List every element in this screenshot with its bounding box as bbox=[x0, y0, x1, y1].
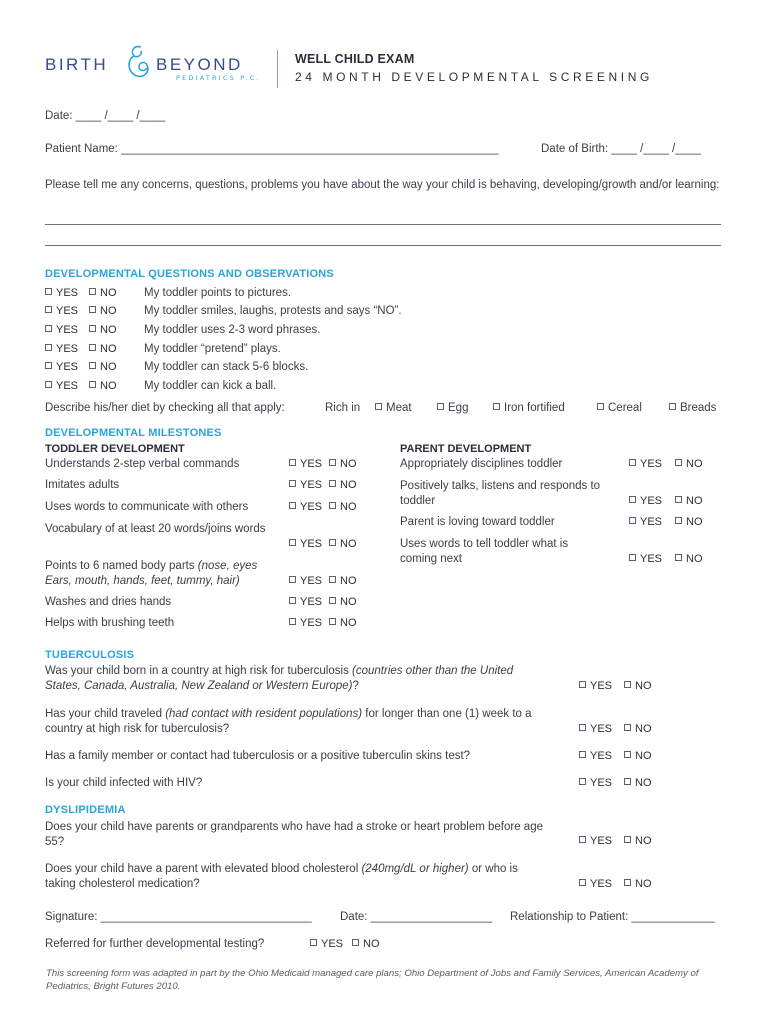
parent-item: Positively talks, listens and responds to toddler bbox=[400, 480, 601, 507]
diet-cereal-checkbox[interactable] bbox=[597, 402, 642, 414]
no-checkbox[interactable] bbox=[329, 538, 357, 550]
toddler-item: Vocabulary of at least 20 words/joins words bbox=[45, 523, 266, 535]
option-label: YES bbox=[640, 516, 663, 528]
option-label: Has your child traveled bbox=[45, 708, 162, 720]
no-checkbox[interactable] bbox=[675, 495, 703, 507]
option-label: NO bbox=[340, 479, 357, 491]
option-label: NO bbox=[635, 835, 652, 847]
option-label: (had contact with resident populations) bbox=[165, 708, 363, 720]
no-checkbox[interactable] bbox=[329, 458, 357, 470]
date-field[interactable]: Date: ____ /____ /____ bbox=[45, 110, 166, 122]
checkbox-square-icon[interactable] bbox=[624, 751, 631, 758]
logo-birth-text: BIRTH bbox=[45, 55, 109, 74]
checkbox-square-icon[interactable] bbox=[579, 836, 586, 843]
checkbox-square-icon[interactable] bbox=[675, 459, 682, 466]
no-checkbox[interactable] bbox=[329, 575, 357, 587]
tb-question-4: Is your child infected with HIV? bbox=[45, 777, 203, 789]
option-label: NO bbox=[686, 458, 703, 470]
no-checkbox[interactable] bbox=[624, 750, 652, 762]
parent-item: Appropriately disciplines toddler bbox=[400, 458, 563, 470]
option-label: Egg bbox=[448, 402, 469, 414]
tuberculosis-heading: TUBERCULOSIS bbox=[45, 649, 135, 661]
option-label: YES bbox=[56, 324, 79, 336]
checkbox-square-icon[interactable] bbox=[45, 288, 52, 295]
option-label: YES bbox=[300, 617, 323, 629]
checkbox-square-icon[interactable] bbox=[597, 403, 604, 410]
yes-checkbox[interactable] bbox=[579, 878, 612, 890]
date-of-birth-field[interactable]: Date of Birth: ____ /____ /____ bbox=[541, 143, 701, 155]
checkbox-square-icon[interactable] bbox=[493, 403, 500, 410]
yes-checkbox[interactable] bbox=[45, 380, 78, 392]
checkbox-square-icon[interactable] bbox=[289, 459, 296, 466]
checkbox-square-icon[interactable] bbox=[629, 554, 636, 561]
option-label: YES bbox=[590, 680, 613, 692]
checkbox-square-icon[interactable] bbox=[329, 539, 336, 546]
option-label: NO bbox=[635, 777, 652, 789]
no-checkbox[interactable] bbox=[675, 516, 703, 528]
option-label: YES bbox=[300, 479, 323, 491]
checkbox-square-icon[interactable] bbox=[45, 344, 52, 351]
checkbox-square-icon[interactable] bbox=[89, 381, 96, 388]
option-label: NO bbox=[100, 305, 117, 317]
option-label: Cereal bbox=[608, 402, 642, 414]
option-label: NO bbox=[635, 723, 652, 735]
checkbox-square-icon[interactable] bbox=[289, 502, 296, 509]
checkbox-square-icon[interactable] bbox=[329, 480, 336, 487]
checkbox-square-icon[interactable] bbox=[329, 459, 336, 466]
checkbox-square-icon[interactable] bbox=[45, 362, 52, 369]
checkbox-square-icon[interactable] bbox=[329, 576, 336, 583]
option-label: YES bbox=[300, 538, 323, 550]
checkbox-square-icon[interactable] bbox=[624, 836, 631, 843]
no-checkbox[interactable] bbox=[89, 361, 117, 373]
checkbox-square-icon[interactable] bbox=[579, 778, 586, 785]
option-label: NO bbox=[340, 575, 357, 587]
checkbox-square-icon[interactable] bbox=[629, 517, 636, 524]
checkbox-square-icon[interactable] bbox=[624, 681, 631, 688]
option-label: NO bbox=[340, 538, 357, 550]
signature-date-field[interactable]: Date: ___________________ bbox=[340, 911, 493, 923]
tb-question-3: Has a family member or contact had tuberculosis or a positive tuberculin skins test? bbox=[45, 750, 471, 762]
checkbox-square-icon[interactable] bbox=[579, 681, 586, 688]
checkbox-square-icon[interactable] bbox=[289, 539, 296, 546]
toddler-item: Imitates adults bbox=[45, 479, 120, 491]
checkbox-square-icon[interactable] bbox=[675, 517, 682, 524]
checkbox-square-icon[interactable] bbox=[624, 724, 631, 731]
option-label: YES bbox=[300, 501, 323, 513]
yes-checkbox[interactable] bbox=[579, 777, 612, 789]
signature-field[interactable]: Signature: _________________________________ bbox=[45, 911, 312, 923]
yes-checkbox[interactable] bbox=[289, 479, 322, 491]
option-label: for longer than one (1) week to a country at high risk for tuberculosis? bbox=[45, 708, 532, 735]
no-checkbox[interactable] bbox=[89, 324, 117, 336]
checkbox-square-icon[interactable] bbox=[329, 502, 336, 509]
checkbox-square-icon[interactable] bbox=[579, 879, 586, 886]
checkbox-square-icon[interactable] bbox=[675, 496, 682, 503]
option-label: YES bbox=[321, 938, 344, 950]
no-checkbox[interactable] bbox=[624, 680, 652, 692]
option-label: NO bbox=[363, 938, 380, 950]
yes-checkbox[interactable] bbox=[629, 516, 662, 528]
checkbox-square-icon[interactable] bbox=[375, 403, 382, 410]
header-divider bbox=[277, 50, 278, 88]
option-label: NO bbox=[686, 516, 703, 528]
diet-meat-checkbox[interactable] bbox=[375, 402, 412, 414]
yes-checkbox[interactable] bbox=[629, 458, 662, 470]
checkbox-square-icon[interactable] bbox=[579, 724, 586, 731]
no-checkbox[interactable] bbox=[675, 458, 703, 470]
option-label: (countries other than the United States, Canada, Australia, New Zealand or Western Europe) bbox=[45, 665, 514, 692]
no-checkbox[interactable] bbox=[89, 343, 117, 355]
relationship-field[interactable]: Relationship to Patient: _____________ bbox=[510, 911, 715, 923]
no-checkbox[interactable] bbox=[675, 553, 703, 565]
option-label: Points to 6 named body parts bbox=[45, 560, 195, 572]
milestones-heading: DEVELOPMENTAL MILESTONES bbox=[45, 427, 222, 439]
checkbox-square-icon[interactable] bbox=[310, 939, 317, 946]
option-label: NO bbox=[100, 380, 117, 392]
toddler-item: Uses words to communicate with others bbox=[45, 501, 249, 513]
option-label: NO bbox=[340, 501, 357, 513]
checkbox-square-icon[interactable] bbox=[669, 403, 676, 410]
patient-name-field[interactable]: Patient Name: ___________________________________________________________ bbox=[45, 143, 499, 155]
yes-checkbox[interactable] bbox=[579, 835, 612, 847]
option-label: ? bbox=[352, 680, 359, 692]
dev-question-text: My toddler “pretend” plays. bbox=[144, 343, 281, 355]
logo-pediatrics-text: PEDIATRICS P.C. bbox=[176, 74, 261, 82]
diet-prompt: Describe his/her diet by checking all that apply: bbox=[45, 402, 285, 414]
diet-iron-fortified-checkbox[interactable] bbox=[493, 402, 565, 414]
concerns-line-2[interactable] bbox=[45, 245, 721, 246]
checkbox-square-icon[interactable] bbox=[329, 597, 336, 604]
parent-item: Uses words to tell toddler what is coming next bbox=[400, 538, 569, 565]
checkbox-square-icon[interactable] bbox=[329, 618, 336, 625]
no-checkbox[interactable] bbox=[89, 380, 117, 392]
parent-development-heading: PARENT DEVELOPMENT bbox=[400, 443, 532, 455]
dyslipidemia-question-2 bbox=[45, 862, 545, 892]
option-label: YES bbox=[590, 777, 613, 789]
dev-question-text: My toddler points to pictures. bbox=[144, 287, 292, 299]
option-label: YES bbox=[56, 380, 79, 392]
yes-checkbox[interactable] bbox=[289, 501, 322, 513]
yes-checkbox[interactable] bbox=[45, 287, 78, 299]
checkbox-square-icon[interactable] bbox=[89, 288, 96, 295]
no-checkbox[interactable] bbox=[329, 617, 357, 629]
option-label: YES bbox=[590, 878, 613, 890]
yes-checkbox[interactable] bbox=[579, 680, 612, 692]
dyslipidemia-heading: DYSLIPIDEMIA bbox=[45, 804, 126, 816]
option-label: YES bbox=[56, 361, 79, 373]
checkbox-square-icon[interactable] bbox=[289, 597, 296, 604]
dev-question-text: My toddler uses 2-3 word phrases. bbox=[144, 324, 321, 336]
option-label: YES bbox=[56, 343, 79, 355]
no-checkbox[interactable] bbox=[329, 501, 357, 513]
no-checkbox[interactable] bbox=[624, 835, 652, 847]
checkbox-square-icon[interactable] bbox=[352, 939, 359, 946]
checkbox-square-icon[interactable] bbox=[289, 618, 296, 625]
yes-checkbox[interactable] bbox=[289, 538, 322, 550]
checkbox-square-icon[interactable] bbox=[45, 306, 52, 313]
option-label: YES bbox=[640, 553, 663, 565]
toddler-development-heading: TODDLER DEVELOPMENT bbox=[45, 443, 185, 455]
option-label: Was your child born in a country at high risk for tuberculosis bbox=[45, 665, 349, 677]
referral-question: Referred for further developmental testing? bbox=[45, 938, 265, 950]
no-checkbox[interactable] bbox=[329, 479, 357, 491]
checkbox-square-icon[interactable] bbox=[89, 306, 96, 313]
option-label: (240mg/dL or higher) bbox=[361, 863, 469, 875]
checkbox-square-icon[interactable] bbox=[629, 459, 636, 466]
option-label: YES bbox=[56, 287, 79, 299]
checkbox-square-icon[interactable] bbox=[289, 576, 296, 583]
tb-question-2 bbox=[45, 707, 545, 737]
option-label: (nose, eyes Ears, mouth, hands, feet, tummy, hair) bbox=[45, 560, 258, 587]
diet-breads-checkbox[interactable] bbox=[669, 402, 716, 414]
parent-item: Parent is loving toward toddler bbox=[400, 516, 555, 528]
checkbox-square-icon[interactable] bbox=[624, 879, 631, 886]
option-label: NO bbox=[686, 495, 703, 507]
checkbox-square-icon[interactable] bbox=[579, 751, 586, 758]
no-checkbox[interactable] bbox=[329, 596, 357, 608]
no-checkbox[interactable] bbox=[352, 938, 380, 950]
dyslipidemia-question-1: Does your child have parents or grandparents who have had a stroke or heart problem before age 55? bbox=[45, 821, 543, 848]
option-label: NO bbox=[100, 343, 117, 355]
dev-question-text: My toddler smiles, laughs, protests and says “NO”. bbox=[144, 305, 402, 317]
option-label: YES bbox=[640, 495, 663, 507]
option-label: NO bbox=[635, 680, 652, 692]
option-label: YES bbox=[300, 458, 323, 470]
option-label: Breads bbox=[680, 402, 717, 414]
option-label: NO bbox=[686, 553, 703, 565]
yes-checkbox[interactable] bbox=[579, 723, 612, 735]
checkbox-square-icon[interactable] bbox=[89, 344, 96, 351]
checkbox-square-icon[interactable] bbox=[89, 362, 96, 369]
yes-checkbox[interactable] bbox=[289, 575, 322, 587]
form-subtitle: 24 MONTH DEVELOPMENTAL SCREENING bbox=[295, 70, 653, 84]
option-label: NO bbox=[340, 458, 357, 470]
footer-note: This screening form was adapted in part by the Ohio Medicaid managed care plans; Ohio Department of Jobs and Family Services, American Academy of Pediatrics, Bright Futures 2010. bbox=[46, 968, 699, 992]
diet-egg-checkbox[interactable] bbox=[437, 402, 468, 414]
option-label: YES bbox=[590, 750, 613, 762]
form-title: WELL CHILD EXAM bbox=[295, 52, 415, 66]
concerns-prompt: Please tell me any concerns, questions, problems you have about the way your child is behaving, developing/growth and/or learning: bbox=[45, 179, 720, 191]
option-label: YES bbox=[640, 458, 663, 470]
dev-question-text: My toddler can kick a ball. bbox=[144, 380, 277, 392]
option-label: YES bbox=[56, 305, 79, 317]
yes-checkbox[interactable] bbox=[310, 938, 343, 950]
checkbox-square-icon[interactable] bbox=[45, 381, 52, 388]
toddler-item bbox=[45, 559, 285, 589]
yes-checkbox[interactable] bbox=[629, 553, 662, 565]
option-label: NO bbox=[100, 287, 117, 299]
yes-checkbox[interactable] bbox=[45, 324, 78, 336]
checkbox-square-icon[interactable] bbox=[624, 778, 631, 785]
diet-rich-in: Rich in bbox=[325, 402, 361, 414]
no-checkbox[interactable] bbox=[624, 777, 652, 789]
option-label: Does your child have a parent with elevated blood cholesterol bbox=[45, 863, 359, 875]
yes-checkbox[interactable] bbox=[289, 458, 322, 470]
option-label: YES bbox=[590, 835, 613, 847]
option-label: YES bbox=[300, 596, 323, 608]
option-label: NO bbox=[635, 750, 652, 762]
concerns-line-1[interactable] bbox=[45, 224, 721, 225]
toddler-item: Washes and dries hands bbox=[45, 596, 172, 608]
yes-checkbox[interactable] bbox=[579, 750, 612, 762]
yes-checkbox[interactable] bbox=[45, 361, 78, 373]
option-label: NO bbox=[340, 596, 357, 608]
yes-checkbox[interactable] bbox=[45, 305, 78, 317]
option-label: Iron fortified bbox=[504, 402, 565, 414]
toddler-item: Understands 2-step verbal commands bbox=[45, 458, 240, 470]
ampersand-logo-icon bbox=[121, 43, 153, 85]
no-checkbox[interactable] bbox=[624, 723, 652, 735]
checkbox-square-icon[interactable] bbox=[629, 496, 636, 503]
yes-checkbox[interactable] bbox=[289, 617, 322, 629]
option-label: NO bbox=[100, 361, 117, 373]
checkbox-square-icon[interactable] bbox=[437, 403, 444, 410]
option-label: or who is taking cholesterol medication? bbox=[45, 863, 518, 890]
option-label: Meat bbox=[386, 402, 412, 414]
dev-questions-heading: DEVELOPMENTAL QUESTIONS AND OBSERVATIONS bbox=[45, 268, 334, 280]
yes-checkbox[interactable] bbox=[289, 596, 322, 608]
checkbox-square-icon[interactable] bbox=[89, 325, 96, 332]
no-checkbox[interactable] bbox=[89, 287, 117, 299]
option-label: NO bbox=[635, 878, 652, 890]
yes-checkbox[interactable] bbox=[629, 495, 662, 507]
no-checkbox[interactable] bbox=[89, 305, 117, 317]
tb-question-1 bbox=[45, 664, 545, 694]
dev-question-text: My toddler can stack 5-6 blocks. bbox=[144, 361, 309, 373]
option-label: YES bbox=[590, 723, 613, 735]
logo-beyond-text: BEYOND bbox=[156, 55, 243, 74]
checkbox-square-icon[interactable] bbox=[675, 554, 682, 561]
toddler-item: Helps with brushing teeth bbox=[45, 617, 175, 629]
yes-checkbox[interactable] bbox=[45, 343, 78, 355]
checkbox-square-icon[interactable] bbox=[45, 325, 52, 332]
option-label: NO bbox=[340, 617, 357, 629]
option-label: NO bbox=[100, 324, 117, 336]
no-checkbox[interactable] bbox=[624, 878, 652, 890]
option-label: YES bbox=[300, 575, 323, 587]
checkbox-square-icon[interactable] bbox=[289, 480, 296, 487]
